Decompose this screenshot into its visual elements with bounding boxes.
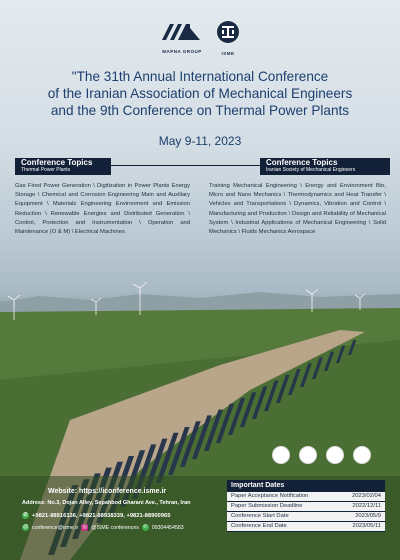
- phone-numbers: +9821-88916136, +9821-88938339, +9821-88900965: [32, 512, 171, 519]
- partner-seal-4: [353, 446, 371, 464]
- conference-dates: May 9-11, 2023: [158, 134, 242, 148]
- partner-seal-3: [326, 446, 344, 464]
- contact-row: [22, 524, 184, 531]
- date-row-label: Conference Start Date: [231, 513, 289, 519]
- address-text: Address: No.3, Dojan Alley, Sepahbod Gharani Ave., Tehran, Iran: [22, 500, 191, 506]
- whatsapp-icon: ✆: [143, 524, 148, 530]
- title-line-2: of the Iranian Association of Mechanical Engineers: [47, 86, 353, 101]
- topics-left-subheading: Thermal Power Plants: [21, 167, 71, 173]
- topics-right-subheading: Iranian Society of Mechanical Engineers: [266, 167, 356, 173]
- mapna-logo-mark: [160, 20, 204, 42]
- topics-right-heading: Conference Topics: [266, 158, 338, 167]
- topic-divider-left: [111, 165, 201, 166]
- title-line-3: and the 9th Conference on Thermal Power Plants: [50, 103, 350, 118]
- email-icon: @: [22, 524, 29, 530]
- conference-title: [0, 68, 400, 119]
- website-link[interactable]: Website: https://iconference.isme.ir: [48, 488, 167, 495]
- topics-right-list: Training Mechanical Engineering \ Energy and Environment Bio, Micro and Nano Mechanics \ Thermodynamics and Heat Transfer \ Vehicles and Transportations \ Dynamics, Vibration and Control \ Manufacturing and Production \ Design and Reliability of Mechanical System \ Industrial Applications of Mechanical Engineering \ Solid Mechanics \ Fluids Mechanics Aerospace: [209, 183, 386, 236]
- date-row: [227, 512, 385, 522]
- isme-logo-mark: [215, 20, 241, 44]
- partner-seals: [272, 446, 371, 464]
- date-row-label: Conference End Date: [231, 523, 287, 529]
- isme-logo: [206, 20, 250, 56]
- instagram-icon: ◎: [82, 524, 87, 530]
- important-dates-table: [227, 480, 385, 532]
- phone-icon: ✆: [23, 512, 28, 518]
- date-row: [227, 502, 385, 512]
- topics-left-list: Gas Fired Power Generation \ Digitization in Power Plants Energy Storage \ Chemical and Corrosion Engineering Main and Auxiliary Equipment \ Materials Engineering Environment and Emission Reduction \ Renewable Energies and Distributed Generation \ Control, Protection and Instrumentation \ Operation and Maintenance (O & M) \ Electrical Machines: [15, 183, 190, 236]
- date-row-value: 2022/12/11: [352, 503, 381, 509]
- date-row-value: 2023/05/9: [355, 513, 381, 519]
- email-text[interactable]: conference@isme.ir: [32, 524, 79, 531]
- date-row-label: Paper Acceptance Notification: [231, 493, 309, 499]
- mapna-logo-caption: MAPNA GROUP: [162, 49, 202, 54]
- date-row-value: 2023/05/11: [352, 523, 381, 529]
- mapna-logo: [152, 20, 212, 54]
- phone-row: [22, 512, 170, 519]
- date-row-label: Paper Submission Deadline: [231, 503, 303, 509]
- date-row: [227, 522, 385, 532]
- date-row-value: 2023/02/04: [351, 493, 381, 499]
- mobile-text: 09304454583: [151, 524, 184, 531]
- topics-left-header: [15, 158, 111, 175]
- instagram-text[interactable]: @ISME conferences: [91, 524, 139, 531]
- date-row: [227, 492, 385, 502]
- isme-logo-caption: ISME: [221, 51, 235, 56]
- important-dates-heading: Important Dates: [227, 480, 385, 492]
- topics-left-heading: Conference Topics: [21, 158, 93, 167]
- topic-divider-right: [190, 165, 260, 166]
- partner-seal-2: [299, 446, 317, 464]
- partner-seal-1: [272, 446, 290, 464]
- topics-right-header: [260, 158, 390, 175]
- title-line-1: "The 31th Annual International Conference: [71, 69, 329, 84]
